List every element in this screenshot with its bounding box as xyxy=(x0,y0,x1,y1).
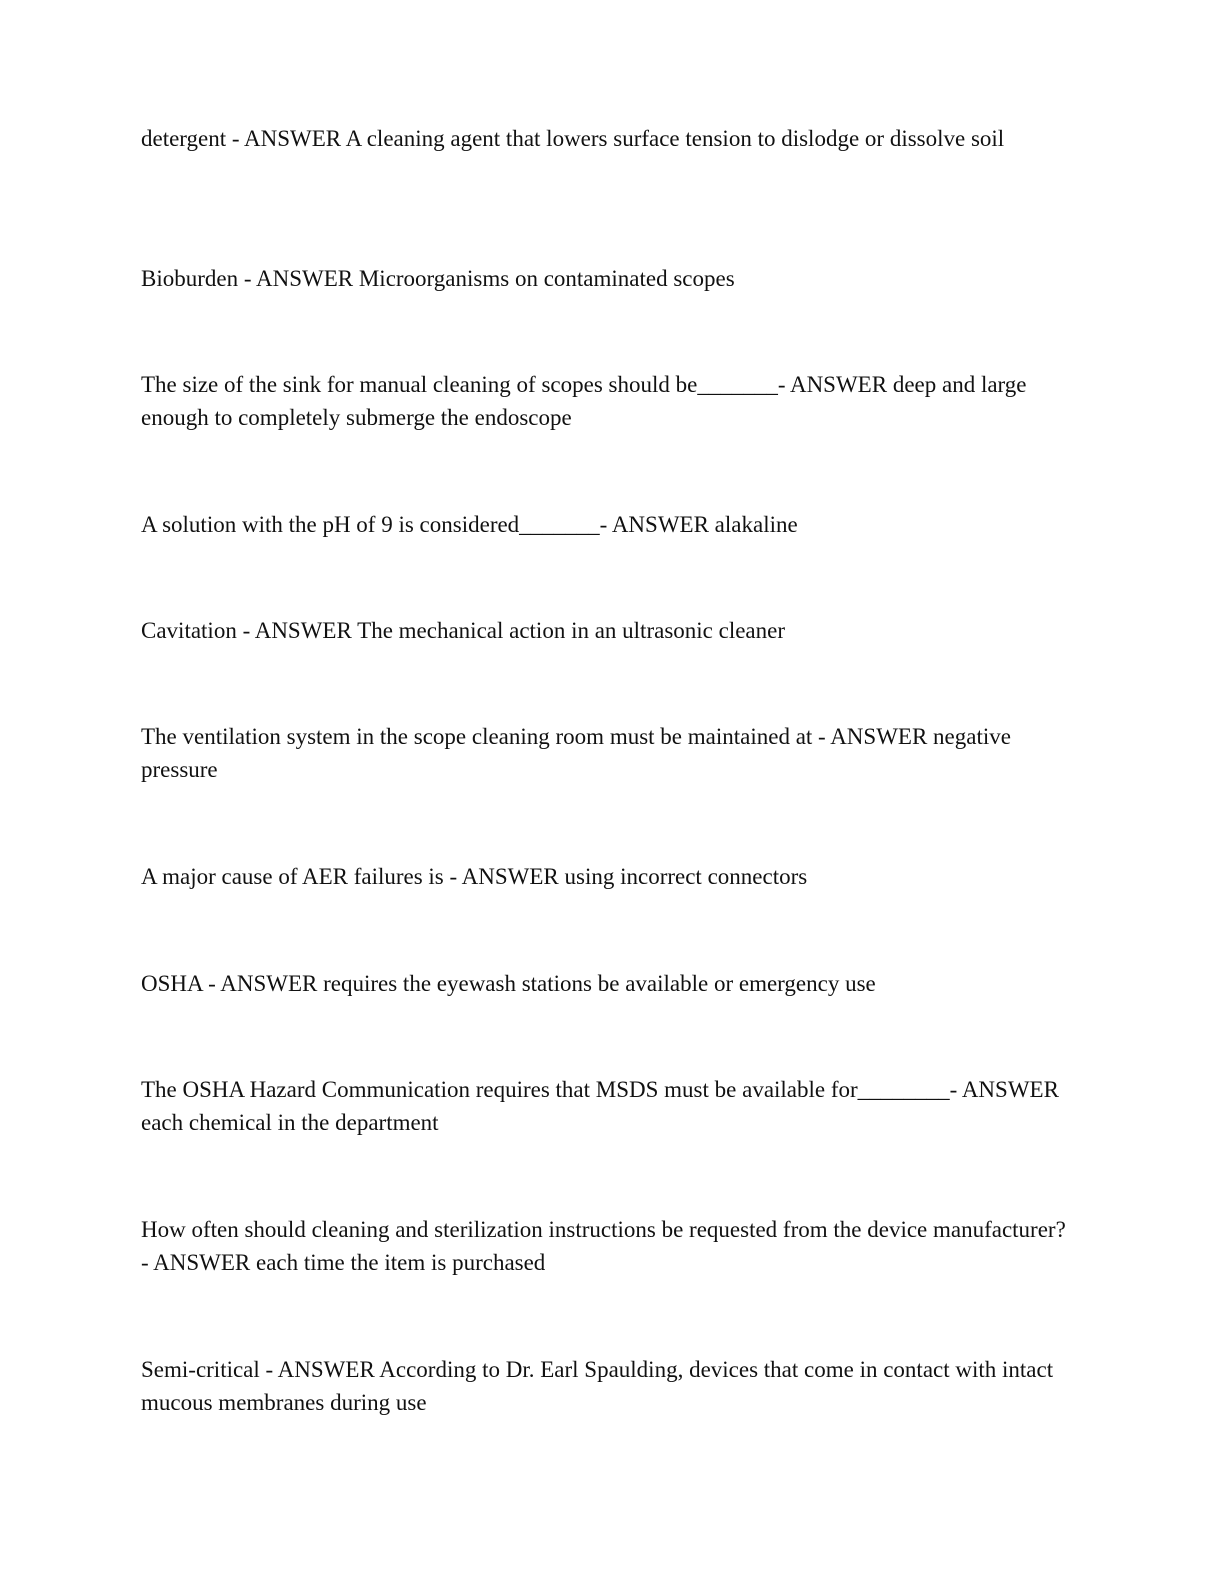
qa-entry-semi-critical: Semi-critical - ANSWER According to Dr. Earl Spaulding, devices that come in contact with intact mucous membranes during use xyxy=(141,1357,1054,1415)
qa-entry-detergent: detergent - ANSWER A cleaning agent that lowers surface tension to dislodge or dissolve soil xyxy=(141,126,1005,151)
qa-entry-sink-size: The size of the sink for manual cleaning of scopes should be_______- ANSWER deep and large enough to completely submerge the endoscope xyxy=(141,372,1027,430)
qa-entry-instructions: How often should cleaning and sterilization instructions be requested from the device manufacturer? - ANSWER each time the item is purchased xyxy=(141,1217,1066,1275)
qa-entry-ventilation: The ventilation system in the scope cleaning room must be maintained at - ANSWER negative pressure xyxy=(141,724,1011,782)
qa-entry-ph: A solution with the pH of 9 is considered_______- ANSWER alakaline xyxy=(141,512,798,537)
qa-entry-bioburden: Bioburden - ANSWER Microorganisms on contaminated scopes xyxy=(141,266,735,291)
qa-entry-aer-failures: A major cause of AER failures is - ANSWER using incorrect connectors xyxy=(141,864,808,889)
qa-entry-msds: The OSHA Hazard Communication requires that MSDS must be available for________- ANSWER each chemical in the department xyxy=(141,1077,1059,1135)
qa-entry-cavitation: Cavitation - ANSWER The mechanical action in an ultrasonic cleaner xyxy=(141,618,785,643)
qa-entry-osha: OSHA - ANSWER requires the eyewash stations be available or emergency use xyxy=(141,971,876,996)
